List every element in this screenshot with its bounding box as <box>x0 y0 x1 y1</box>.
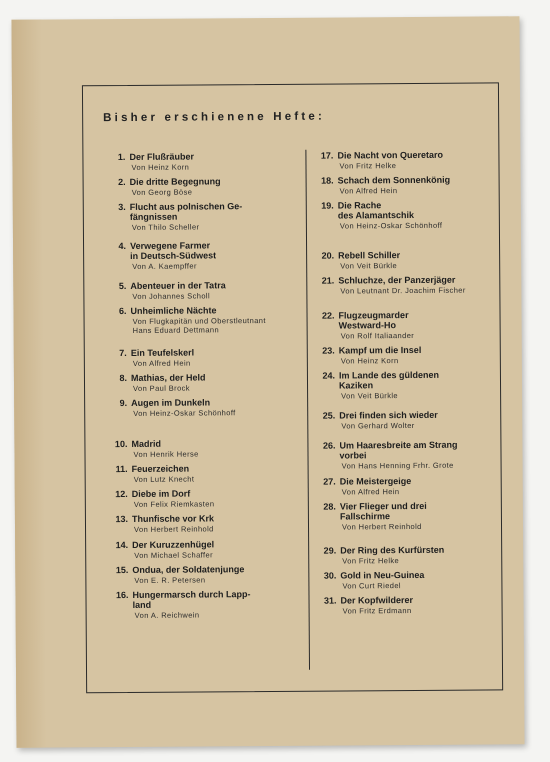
issue-title: Feuerzeichen <box>131 463 190 474</box>
issue-author: Von Heinz-Oskar Schönhoff <box>133 408 236 418</box>
column-divider <box>305 150 310 670</box>
issue-title: Unheimliche Nächte <box>130 305 217 316</box>
issue-number: 27. <box>323 476 336 487</box>
issue-number: 13. <box>115 513 128 525</box>
issue-title: Thunfische vor Krk <box>131 513 215 524</box>
list-item <box>105 347 301 368</box>
list-item <box>103 151 299 172</box>
list-item <box>314 544 499 566</box>
list-item <box>105 438 301 459</box>
issue-author: Von Veit Bürkle <box>340 261 398 271</box>
issue-number: 26. <box>322 440 336 451</box>
issue-number: 1. <box>117 151 126 163</box>
list-item <box>104 176 300 197</box>
list-item <box>313 369 498 401</box>
issue-author: Von Fritz Erdmann <box>342 606 412 616</box>
issue-number: 5. <box>118 280 127 292</box>
issue-author: Von Lutz Knecht <box>133 474 195 484</box>
issue-title: Die Meistergeige <box>339 476 412 487</box>
issue-title: Der Kuruzzenhügel <box>132 539 215 550</box>
issue-number: 12. <box>115 488 128 500</box>
issue-number: 18. <box>321 175 334 186</box>
issue-author: Von Alfred Hein <box>339 186 398 196</box>
list-item <box>312 274 497 296</box>
list-item <box>314 500 499 532</box>
issue-author: Von Heinz Korn <box>340 356 399 366</box>
issue-title: Abenteuer in der Tatra <box>130 280 226 291</box>
issue-number: 15. <box>115 564 129 576</box>
issue-title: Madrid <box>131 438 161 449</box>
issue-number: 3. <box>118 201 126 213</box>
list-item <box>106 488 302 509</box>
list-item <box>313 309 498 341</box>
issue-author: Von Paul Brock <box>133 383 190 393</box>
issue-title: Vier Flieger und drei Fallschirme <box>339 500 427 522</box>
issue-author: Von Rolf Italiaander <box>340 330 415 341</box>
issue-number: 2. <box>118 176 126 188</box>
issue-title: Schach dem Sonnenkönig <box>337 174 451 186</box>
issue-title: Flugzeugmarder Westward-Ho <box>338 310 409 331</box>
list-item <box>312 174 497 196</box>
issue-title: Im Lande des güldenen Kaziken <box>338 369 440 391</box>
issue-title: Ondua, der Soldatenjunge <box>132 564 245 575</box>
list-item <box>106 463 302 484</box>
issue-author: Von Heinz-Oskar Schönhoff <box>339 220 443 231</box>
right-column <box>311 149 496 616</box>
issue-number: 21. <box>321 275 335 286</box>
list-heading: Bisher erschienene Hefte: <box>103 110 326 125</box>
booklet-back-cover <box>11 16 524 748</box>
issue-number: 22. <box>321 310 335 321</box>
list-item <box>106 589 302 620</box>
issue-author: Von A. Reichwein <box>134 610 200 620</box>
issue-author: Von Leutnant Dr. Joachim Fischer <box>340 285 466 296</box>
issue-number: 24. <box>322 370 335 381</box>
issue-number: 11. <box>115 463 128 475</box>
list-item <box>312 249 497 271</box>
issue-title: Drei finden sich wieder <box>339 409 438 421</box>
list-item <box>105 397 301 418</box>
list-item <box>314 594 499 616</box>
list-item <box>314 475 499 497</box>
issue-title: Hungermarsch durch Lapp- land <box>132 589 251 610</box>
issue-title: Augen im Dunkeln <box>131 397 211 408</box>
issue-number: 31. <box>323 595 337 606</box>
issue-author: Von Fritz Helke <box>339 161 397 171</box>
issue-title: Verwegene Farmer in Deutsch-Südwest <box>130 240 217 261</box>
list-item <box>311 149 496 171</box>
issue-title: Ein Teufelskerl <box>130 347 195 358</box>
issue-number: 14. <box>115 539 129 551</box>
issue-author: Von Thilo Scheller <box>131 222 200 232</box>
issue-number: 28. <box>323 501 336 512</box>
issue-number: 25. <box>322 410 336 421</box>
issue-author: Von Flugkapitän und Oberstleutnant Hans Eduard Dettmann <box>132 316 266 335</box>
issue-author: Von Curt Riedel <box>342 581 401 591</box>
issue-title: Der Flußräuber <box>129 151 194 162</box>
issue-title: Diebe im Dorf <box>131 488 191 499</box>
issue-title: Flucht aus polnischen Ge- fängnissen <box>129 201 243 222</box>
list-frame <box>82 82 503 693</box>
issue-title: Die Nacht von Queretaro <box>337 149 443 161</box>
issue-author: Von Alfred Hein <box>341 487 400 497</box>
issue-number: 4. <box>118 240 127 252</box>
issue-title: Die Rache des Alamantschik <box>337 200 415 221</box>
issue-author: Von Michael Schaffer <box>134 550 213 560</box>
issue-number: 29. <box>323 545 337 556</box>
issue-title: Mathias, der Held <box>130 372 206 383</box>
issue-author: Von Gerhard Wolter <box>341 420 415 431</box>
issue-title: Um Haaresbreite am Strang vorbei <box>339 439 458 461</box>
list-item <box>104 280 300 301</box>
issue-number: 8. <box>119 372 128 384</box>
issue-author: Von Herbert Reinhold <box>341 521 422 532</box>
issue-number: 10. <box>114 438 128 450</box>
issue-number: 19. <box>321 200 334 211</box>
issue-author: Von Georg Böse <box>131 187 193 197</box>
issue-author: Von Heinz Korn <box>131 162 190 172</box>
issue-author: Von Fritz Helke <box>342 556 400 566</box>
issue-number: 16. <box>115 589 129 601</box>
list-item <box>313 344 498 366</box>
issue-title: Der Ring des Kurfürsten <box>340 544 445 556</box>
list-item <box>104 305 300 335</box>
list-item <box>312 199 497 231</box>
list-item <box>105 372 301 393</box>
issue-title: Der Kopfwilderer <box>340 594 414 606</box>
issue-number: 20. <box>321 250 335 261</box>
issue-number: 9. <box>119 397 128 409</box>
issue-number: 7. <box>119 347 127 359</box>
issue-title: Gold in Neu-Guinea <box>340 569 425 581</box>
issue-title: Schluchze, der Panzerjäger <box>338 274 456 286</box>
issue-number: 23. <box>322 345 335 356</box>
issue-author: Von A. Kaempffer <box>132 261 197 271</box>
list-item <box>104 201 300 232</box>
issue-title: Rebell Schiller <box>338 250 401 261</box>
list-item <box>313 409 498 431</box>
issue-author: Von Herbert Reinhold <box>133 524 214 534</box>
issue-author: Von E. R. Petersen <box>134 575 206 585</box>
list-item <box>106 564 302 585</box>
list-item <box>106 513 302 534</box>
issue-author: Von Hans Henning Frhr. Grote <box>341 460 454 471</box>
issue-author: Von Alfred Hein <box>132 358 191 368</box>
left-column <box>103 151 299 620</box>
list-item <box>106 539 302 560</box>
issue-number: 30. <box>323 570 337 581</box>
issue-author: Von Johannes Scholl <box>132 291 211 301</box>
issue-author: Von Felix Riemkasten <box>133 499 215 509</box>
list-item <box>314 569 499 591</box>
issue-number: 17. <box>320 150 334 161</box>
list-item <box>313 439 498 471</box>
issue-author: Von Henrik Herse <box>133 449 199 459</box>
issue-number: 6. <box>118 305 127 317</box>
issue-title: Die dritte Begegnung <box>129 176 221 187</box>
issue-title: Kampf um die Insel <box>338 344 422 356</box>
list-item <box>104 240 300 271</box>
issue-author: Von Veit Bürkle <box>341 391 399 401</box>
